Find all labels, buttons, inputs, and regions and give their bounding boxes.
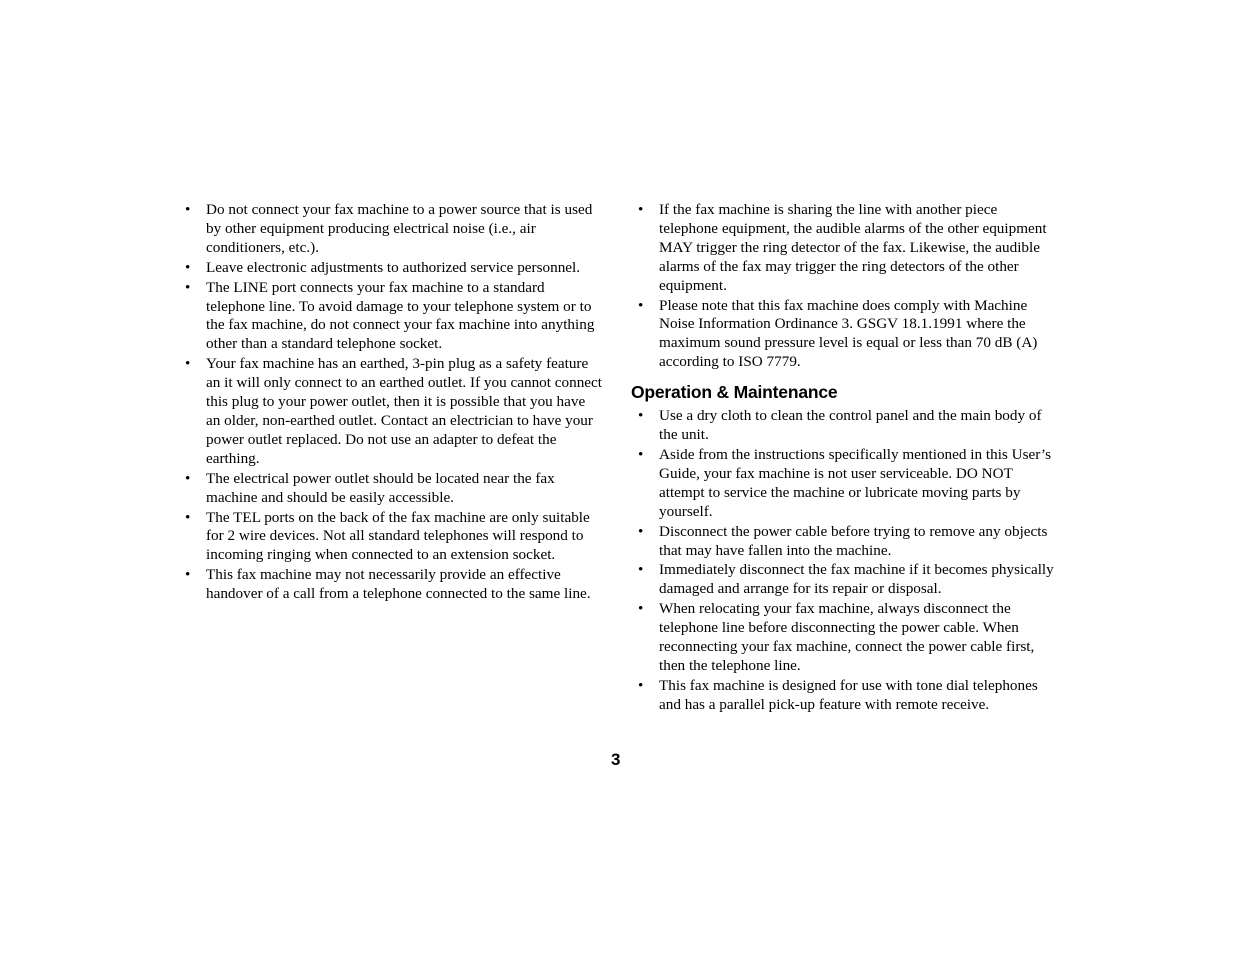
list-item-text: If the fax machine is sharing the line with another piece telephone equipment, the audible alarms of the other equipment MAY trigger the ring detector of the fax. Likewise, the audible alarms of the fax may trigger the ring detectors of the other equipment. (659, 201, 1047, 294)
list-item (636, 523, 1058, 561)
list-item (183, 259, 603, 278)
bullet-icon: • (185, 508, 191, 526)
list-item (183, 355, 603, 468)
list-item (636, 446, 1058, 522)
list-item-text: Disconnect the power cable before trying to remove any objects that may have fallen into the machine. (659, 522, 1048, 559)
list-item (636, 677, 1058, 715)
right-column (631, 201, 1058, 716)
list-item-text: When relocating your fax machine, always disconnect the telephone line before disconnecting the power cable. When reconnecting your fax machine, connect the power cable first, then the telephone line. (659, 600, 1035, 674)
list-item-text: This fax machine is designed for use with tone dial telephones and has a parallel pick-up feature with remote receive. (659, 676, 1038, 713)
list-item (636, 297, 1058, 373)
list-item-text: Please note that this fax machine does comply with Machine Noise Information Ordinance 3. GSGV 18.1.1991 where the maximum sound pressure level is equal or less than 70 dB (A) according to ISO 7779. (659, 296, 1038, 371)
list-item (183, 470, 603, 508)
safety-list (183, 201, 603, 604)
bullet-icon: • (638, 201, 644, 218)
bullet-icon: • (185, 566, 191, 584)
list-item-text: Your fax machine has an earthed, 3-pin plug as a safety feature an it will only connect to an earthed outlet. If you cannot connect this plug to your power outlet, then it is possible that you have an older, non-earthed outlet. Contact an electrician to have your power outlet replaced. Do not use an adapter to defeat the earthing. (206, 355, 603, 467)
bullet-icon: • (638, 407, 644, 425)
bullet-icon: • (638, 445, 644, 463)
list-item-text: Immediately disconnect the fax machine if it becomes physically damaged and arrange for its repair or disposal. (659, 561, 1054, 598)
list-item-text: The electrical power outlet should be located near the fax machine and should be easily accessible. (206, 469, 555, 506)
list-item (636, 201, 1058, 296)
list-item (183, 566, 603, 604)
list-item (183, 201, 603, 258)
left-column (183, 201, 603, 605)
list-item-text: Leave electronic adjustments to authorized service personnel. (206, 258, 581, 276)
list-item-text: The TEL ports on the back of the fax machine are only suitable for 2 wire devices. Not all standard telephones will respond to incoming ringing when connected to an extension socket. (206, 508, 590, 564)
list-item-text: Aside from the instructions specifically mentioned in this User’s Guide, your fax machine is not user serviceable. DO NOT attempt to service the machine or lubricate moving parts by yourself. (659, 445, 1051, 520)
list-item (183, 279, 603, 355)
list-item (636, 561, 1058, 599)
bullet-icon: • (638, 561, 644, 579)
maintenance-list (636, 407, 1058, 715)
bullet-icon: • (185, 201, 191, 218)
list-item-text: Use a dry cloth to clean the control panel and the main body of the unit. (659, 407, 1042, 444)
list-item-text: This fax machine may not necessarily provide an effective handover of a call from a telephone connected to the same line. (206, 566, 591, 603)
list-item (183, 509, 603, 566)
bullet-icon: • (638, 296, 644, 314)
section-heading: Operation & Maintenance (631, 382, 838, 403)
bullet-icon: • (638, 522, 644, 540)
list-item (636, 407, 1058, 445)
list-item-text: The LINE port connects your fax machine to a standard telephone line. To avoid damage to your telephone system or to the fax machine, do not connect your fax machine into anything other than a standard telephone socket. (206, 278, 595, 353)
bullet-icon: • (185, 258, 191, 276)
bullet-icon: • (185, 355, 191, 373)
safety-list-continued (636, 201, 1058, 372)
page-number: 3 (611, 750, 621, 769)
list-item-text: Do not connect your fax machine to a power source that is used by other equipment producing electrical noise (i.e., air conditioners, etc.). (206, 201, 593, 256)
bullet-icon: • (185, 278, 191, 296)
list-item (636, 600, 1058, 676)
bullet-icon: • (185, 469, 191, 487)
bullet-icon: • (638, 676, 644, 694)
bullet-icon: • (638, 600, 644, 618)
